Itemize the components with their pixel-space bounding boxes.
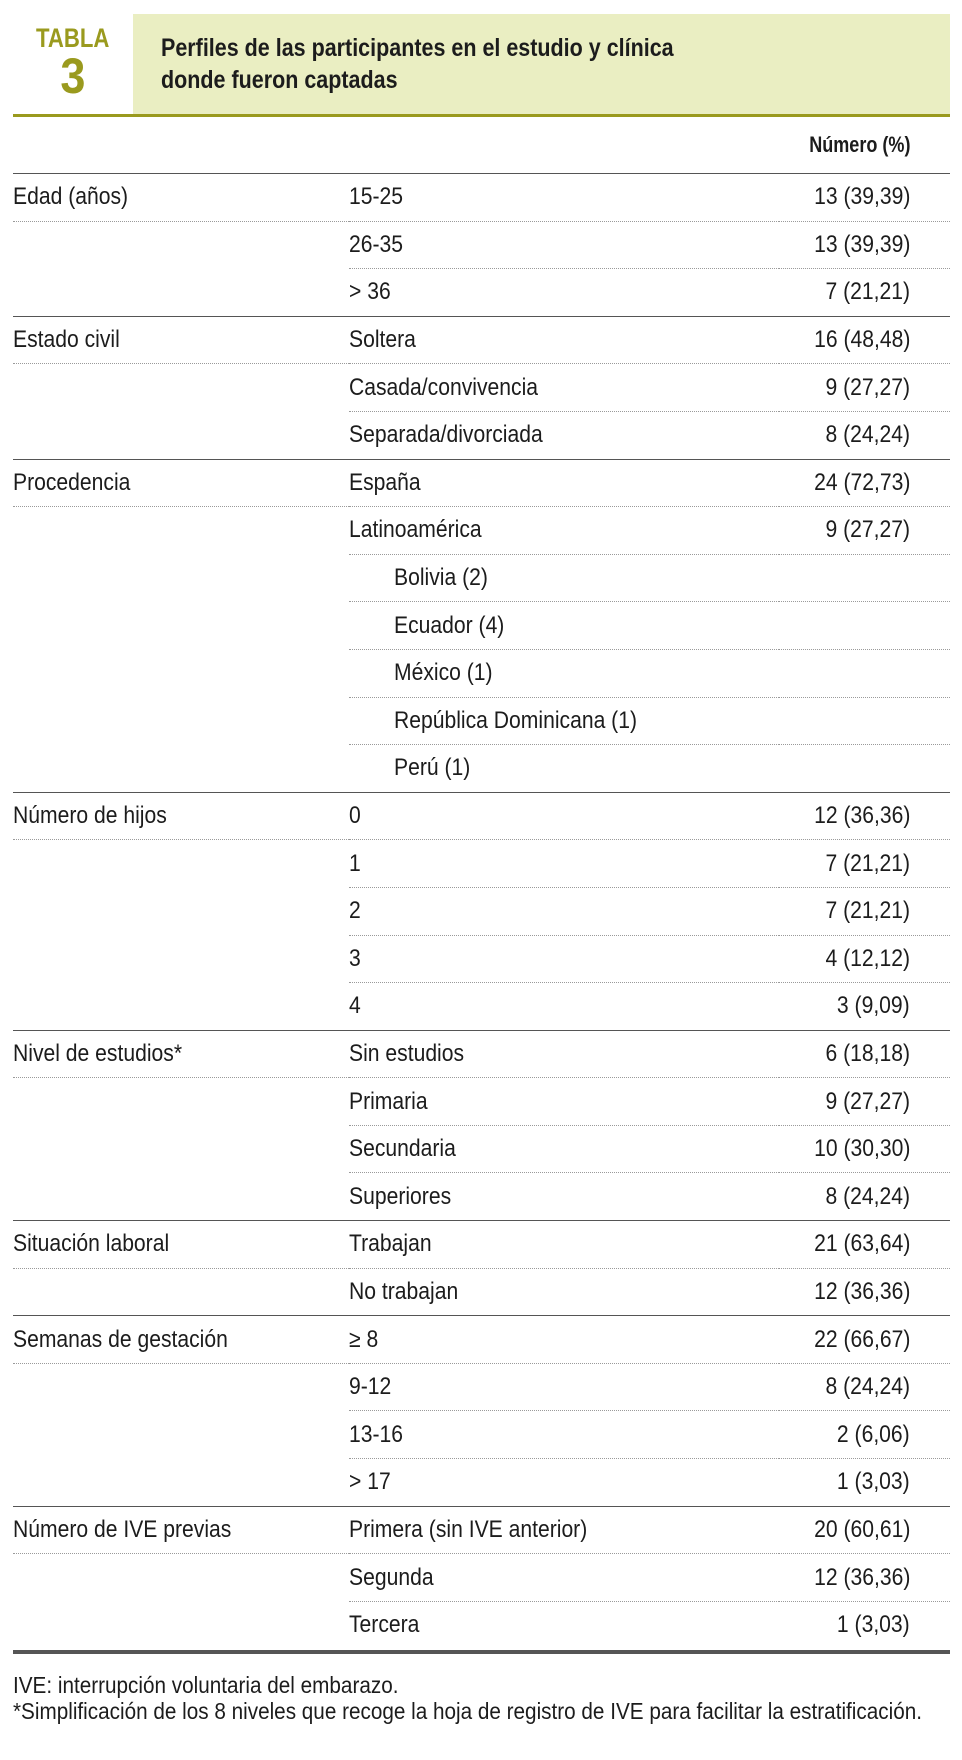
- value-cell: [779, 554, 950, 602]
- item-label: Casada/convivencia: [349, 373, 539, 401]
- item-cell: [349, 411, 779, 459]
- category-label: Edad (años): [13, 183, 129, 211]
- item-label: Segunda: [349, 1563, 434, 1591]
- item-value: 13 (39,39): [813, 230, 910, 258]
- value-cell: [779, 840, 950, 888]
- item-value: 8 (24,24): [825, 1373, 910, 1401]
- item-value: 16 (48,48): [813, 326, 910, 354]
- item-label: España: [349, 468, 421, 496]
- item-cell: [349, 316, 779, 364]
- category-cell: [13, 1506, 349, 1554]
- item-cell: [349, 1506, 779, 1554]
- category-cell: [13, 221, 349, 269]
- category-cell: [13, 887, 349, 935]
- item-value: 4 (12,12): [825, 944, 910, 972]
- item-cell: [349, 887, 779, 935]
- table-row: [13, 745, 950, 793]
- table-row: [13, 649, 950, 697]
- item-label: Ecuador (4): [394, 611, 505, 639]
- item-cell: [349, 1268, 779, 1316]
- bottom-rule: [13, 1650, 950, 1654]
- value-cell: [779, 1554, 950, 1602]
- item-value: 7 (21,21): [825, 849, 910, 877]
- item-cell: [349, 507, 779, 555]
- subitem-cell: [349, 602, 779, 650]
- item-label: 3: [349, 944, 361, 972]
- item-cell: [349, 1411, 779, 1459]
- item-label: Tercera: [349, 1611, 420, 1639]
- item-label: 1: [349, 849, 361, 877]
- value-cell: [779, 887, 950, 935]
- item-cell: [349, 1173, 779, 1221]
- value-cell: [779, 174, 950, 222]
- category-cell: [13, 269, 349, 317]
- table-row: [13, 697, 950, 745]
- subitem-cell: [349, 697, 779, 745]
- value-cell: [779, 269, 950, 317]
- table-row: [13, 1363, 950, 1411]
- value-cell: [779, 792, 950, 840]
- item-value: 24 (72,73): [813, 468, 910, 496]
- value-cell: [779, 364, 950, 412]
- item-value: 2 (6,06): [837, 1420, 910, 1448]
- item-label: Secundaria: [349, 1135, 456, 1163]
- table-row: [13, 602, 950, 650]
- item-cell: [349, 221, 779, 269]
- category-label: Nivel de estudios*: [13, 1039, 183, 1067]
- subitem-cell: [349, 554, 779, 602]
- value-cell: [779, 983, 950, 1031]
- category-cell: [13, 1030, 349, 1078]
- value-column-header: Número (%): [779, 117, 950, 174]
- item-label: 0: [349, 802, 361, 830]
- category-cell: [13, 411, 349, 459]
- table-figure: [13, 14, 950, 1724]
- note-abbreviation: IVE: interrupción voluntaria del embarazo.: [13, 1672, 399, 1699]
- table-row: [13, 221, 950, 269]
- item-value: 22 (66,67): [813, 1325, 910, 1353]
- item-value: 7 (21,21): [825, 897, 910, 925]
- item-label: Primera (sin IVE anterior): [349, 1515, 588, 1543]
- category-cell: [13, 507, 349, 555]
- value-cell: [779, 1221, 950, 1269]
- subitem-cell: [349, 745, 779, 793]
- item-cell: [349, 364, 779, 412]
- table-header: [13, 14, 950, 114]
- value-cell: [779, 1173, 950, 1221]
- item-cell: [349, 935, 779, 983]
- table-row: [13, 554, 950, 602]
- item-label: Latinoamérica: [349, 516, 482, 544]
- table-number: 3: [60, 48, 86, 104]
- item-cell: [349, 1078, 779, 1126]
- category-cell: [13, 840, 349, 888]
- category-cell: [13, 983, 349, 1031]
- item-label: Sin estudios: [349, 1039, 465, 1067]
- category-cell: [13, 1316, 349, 1364]
- item-value: 9 (27,27): [825, 516, 910, 544]
- item-label: 9-12: [349, 1373, 392, 1401]
- item-label: Perú (1): [394, 754, 471, 782]
- item-value: 9 (27,27): [825, 373, 910, 401]
- item-cell: [349, 1221, 779, 1269]
- value-cell: [779, 316, 950, 364]
- table-row: [13, 1173, 950, 1221]
- table-row: [13, 840, 950, 888]
- item-label: Primaria: [349, 1087, 428, 1115]
- item-cell: [349, 1125, 779, 1173]
- value-cell: [779, 507, 950, 555]
- subitem-cell: [349, 649, 779, 697]
- value-cell: [779, 411, 950, 459]
- category-cell: [13, 174, 349, 222]
- item-value: 1 (3,03): [837, 1611, 910, 1639]
- category-cell: [13, 1221, 349, 1269]
- table-row: [13, 1030, 950, 1078]
- item-value: 13 (39,39): [813, 183, 910, 211]
- category-cell: [13, 1554, 349, 1602]
- category-cell: [13, 1125, 349, 1173]
- item-cell: [349, 1363, 779, 1411]
- table-row: [13, 1221, 950, 1269]
- item-label: Superiores: [349, 1182, 452, 1210]
- item-cell: [349, 792, 779, 840]
- table-body: [13, 174, 950, 1649]
- item-value: 10 (30,30): [813, 1135, 910, 1163]
- item-value: 21 (63,64): [813, 1230, 910, 1258]
- value-cell: [779, 649, 950, 697]
- item-label: 15-25: [349, 183, 404, 211]
- item-cell: [349, 1554, 779, 1602]
- category-cell: [13, 745, 349, 793]
- value-cell: [779, 1268, 950, 1316]
- category-label: Procedencia: [13, 468, 131, 496]
- item-cell: [349, 269, 779, 317]
- item-value: 1 (3,03): [837, 1468, 910, 1496]
- category-label: Semanas de gestación: [13, 1325, 228, 1353]
- item-label: 13-16: [349, 1420, 404, 1448]
- table-row: [13, 507, 950, 555]
- table-row: [13, 1411, 950, 1459]
- table-row: [13, 1506, 950, 1554]
- item-cell: [349, 1459, 779, 1507]
- category-cell: [13, 602, 349, 650]
- item-label: 26-35: [349, 230, 404, 258]
- category-cell: [13, 1411, 349, 1459]
- category-cell: [13, 554, 349, 602]
- table-row: [13, 1554, 950, 1602]
- item-value: 20 (60,61): [813, 1515, 910, 1543]
- item-label: > 36: [349, 278, 391, 306]
- value-cell: [779, 935, 950, 983]
- value-cell: [779, 745, 950, 793]
- table-row: [13, 792, 950, 840]
- category-cell: [13, 1459, 349, 1507]
- category-cell: [13, 1268, 349, 1316]
- item-label: México (1): [394, 659, 493, 687]
- item-cell: [349, 1601, 779, 1648]
- title-box: [133, 14, 950, 114]
- category-cell: [13, 1363, 349, 1411]
- value-cell: [779, 1506, 950, 1554]
- category-cell: [13, 1173, 349, 1221]
- table-row: [13, 1078, 950, 1126]
- value-cell: [779, 1030, 950, 1078]
- value-cell: [779, 697, 950, 745]
- item-cell: [349, 459, 779, 507]
- item-label: Bolivia (2): [394, 564, 488, 592]
- value-cell: [779, 602, 950, 650]
- category-cell: [13, 935, 349, 983]
- category-label: Número de hijos: [13, 802, 167, 830]
- item-value: 6 (18,18): [825, 1039, 910, 1067]
- item-label: > 17: [349, 1468, 391, 1496]
- category-cell: [13, 364, 349, 412]
- item-label: Trabajan: [349, 1230, 432, 1258]
- item-cell: [349, 983, 779, 1031]
- table-row: [13, 1316, 950, 1364]
- table-row: [13, 269, 950, 317]
- table-row: [13, 459, 950, 507]
- item-value: 9 (27,27): [825, 1087, 910, 1115]
- item-value: 8 (24,24): [825, 421, 910, 449]
- value-cell: [779, 221, 950, 269]
- table-row: [13, 887, 950, 935]
- table-notes: [13, 1672, 950, 1724]
- item-cell: [349, 1316, 779, 1364]
- table-row: [13, 364, 950, 412]
- category-cell: [13, 316, 349, 364]
- category-label: Situación laboral: [13, 1230, 170, 1258]
- item-label: ≥ 8: [349, 1325, 379, 1353]
- note-footnote: *Simplificación de los 8 niveles que recoge la hoja de registro de IVE para facilitar la estratificación.: [13, 1698, 922, 1725]
- value-cell: [779, 1411, 950, 1459]
- item-label: Separada/divorciada: [349, 421, 543, 449]
- table-row: [13, 1268, 950, 1316]
- category-cell: [13, 697, 349, 745]
- table-row: [13, 1125, 950, 1173]
- category-cell: [13, 1078, 349, 1126]
- value-cell: [779, 1601, 950, 1648]
- table-row: [13, 935, 950, 983]
- value-cell: [779, 1078, 950, 1126]
- item-label: 2: [349, 897, 361, 925]
- value-cell: [779, 1459, 950, 1507]
- item-cell: [349, 174, 779, 222]
- table-row: [13, 1601, 950, 1648]
- category-cell: [13, 1601, 349, 1648]
- value-cell: [779, 1363, 950, 1411]
- table-label: TABLA: [36, 23, 110, 53]
- item-value: 8 (24,24): [825, 1182, 910, 1210]
- table-title: Perfiles de las participantes en el estudio y clínica donde fueron captadas: [161, 34, 674, 94]
- category-cell: [13, 649, 349, 697]
- item-label: Soltera: [349, 326, 416, 354]
- table-row: [13, 983, 950, 1031]
- value-cell: [779, 459, 950, 507]
- value-cell: [779, 1316, 950, 1364]
- item-value: 12 (36,36): [813, 1563, 910, 1591]
- table-row: [13, 411, 950, 459]
- column-header-row: [13, 117, 950, 174]
- value-cell: [779, 1125, 950, 1173]
- category-label: Estado civil: [13, 326, 120, 354]
- item-value: 12 (36,36): [813, 1277, 910, 1305]
- item-label: República Dominicana (1): [394, 706, 638, 734]
- item-label: 4: [349, 992, 361, 1020]
- table-number-box: [13, 14, 133, 114]
- category-cell: [13, 459, 349, 507]
- data-table: [13, 117, 950, 1648]
- table-row: [13, 174, 950, 222]
- item-value: 7 (21,21): [825, 278, 910, 306]
- item-cell: [349, 840, 779, 888]
- item-label: No trabajan: [349, 1277, 459, 1305]
- item-value: 3 (9,09): [837, 992, 910, 1020]
- item-cell: [349, 1030, 779, 1078]
- category-label: Número de IVE previas: [13, 1515, 232, 1543]
- table-row: [13, 316, 950, 364]
- table-row: [13, 1459, 950, 1507]
- category-cell: [13, 792, 349, 840]
- item-value: 12 (36,36): [813, 802, 910, 830]
